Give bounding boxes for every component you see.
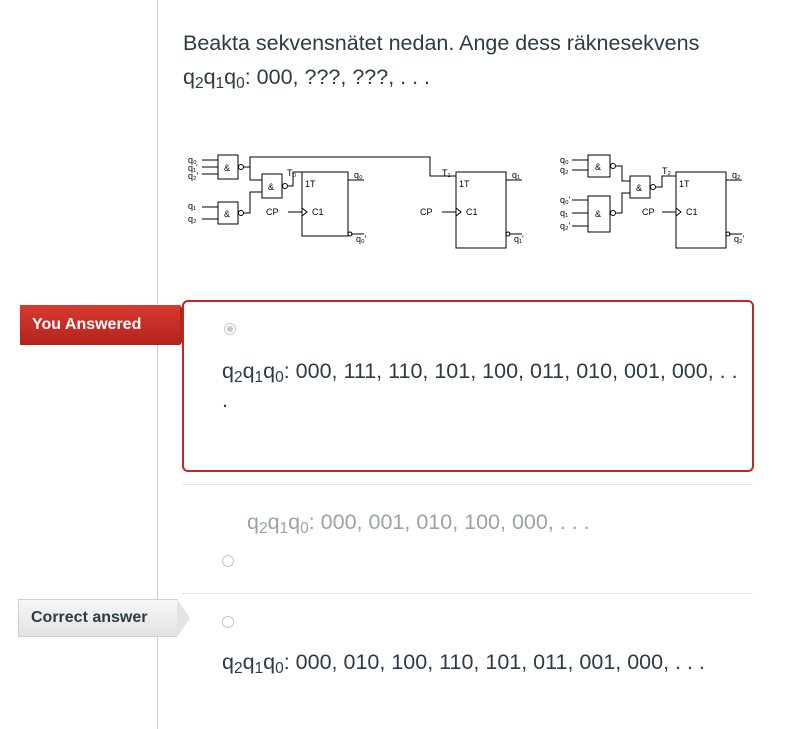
svg-text:q₁': q₁' xyxy=(514,234,524,244)
svg-text:1T: 1T xyxy=(305,179,316,189)
option-divider xyxy=(182,593,753,594)
svg-text:q₁: q₁ xyxy=(512,170,521,180)
answer-3-text: $q_2q_1q_0$: 000, 010, 100, 110, 101, 011, 001, 000, . . . xyxy=(222,650,705,677)
svg-text:q₂: q₂ xyxy=(732,170,741,180)
svg-text:C1: C1 xyxy=(312,207,324,217)
svg-text:1T: 1T xyxy=(679,179,690,189)
sequential-circuit-diagram xyxy=(180,140,770,260)
answer-3-radio[interactable] xyxy=(222,616,234,628)
svg-text:&: & xyxy=(224,209,231,219)
svg-text:q₁': q₁' xyxy=(188,163,198,173)
svg-text:q₀': q₀' xyxy=(356,234,367,244)
correct-answer-flag: Correct answer xyxy=(18,599,177,637)
option-divider xyxy=(182,484,753,485)
svg-text:CP: CP xyxy=(642,207,655,217)
svg-text:q₂: q₂ xyxy=(560,165,569,175)
question-text xyxy=(183,26,763,94)
svg-text:q₁: q₁ xyxy=(188,201,197,211)
svg-text:q₂': q₂' xyxy=(734,234,745,244)
svg-text:q₀: q₀ xyxy=(560,155,569,165)
svg-text:CP: CP xyxy=(266,207,279,217)
svg-text:q₀': q₀' xyxy=(560,195,571,205)
answer-1-radio[interactable] xyxy=(224,323,236,335)
svg-text:q₀: q₀ xyxy=(188,155,197,165)
svg-text:q₂': q₂' xyxy=(188,171,199,181)
svg-text:1T: 1T xyxy=(459,179,470,189)
svg-text:q₁: q₁ xyxy=(560,208,569,218)
question-line-2: $q_2q_1q_0$: 000, ???, ???, . . . xyxy=(183,65,431,92)
answer-2-text: $q_2q_1q_0$: 000, 001, 010, 100, 000, . . . xyxy=(247,510,590,537)
svg-text:CP: CP xyxy=(420,207,433,217)
svg-text:C1: C1 xyxy=(686,207,698,217)
question-line-1: Beakta sekvensnätet nedan. Ange dess räknesekvens xyxy=(183,31,700,55)
svg-text:T₀: T₀ xyxy=(287,168,297,178)
answer-2-radio[interactable] xyxy=(222,555,234,567)
svg-text:T₂: T₂ xyxy=(662,166,671,176)
svg-text:&: & xyxy=(595,162,602,172)
svg-text:T₁: T₁ xyxy=(442,168,451,178)
svg-text:&: & xyxy=(595,209,602,219)
svg-text:q₂': q₂' xyxy=(560,221,571,231)
svg-text:&: & xyxy=(268,182,275,192)
svg-text:C1: C1 xyxy=(466,207,478,217)
svg-text:&: & xyxy=(636,183,643,193)
svg-text:&: & xyxy=(224,163,231,173)
you-answered-flag: You Answered xyxy=(20,305,180,345)
answer-1-text: $q_2q_1q_0$: 000, 111, 110, 101, 100, 011, 010, 001, 000, . . . xyxy=(222,359,738,412)
svg-text:q₂: q₂ xyxy=(188,214,197,224)
svg-text:q₀: q₀ xyxy=(354,170,363,180)
